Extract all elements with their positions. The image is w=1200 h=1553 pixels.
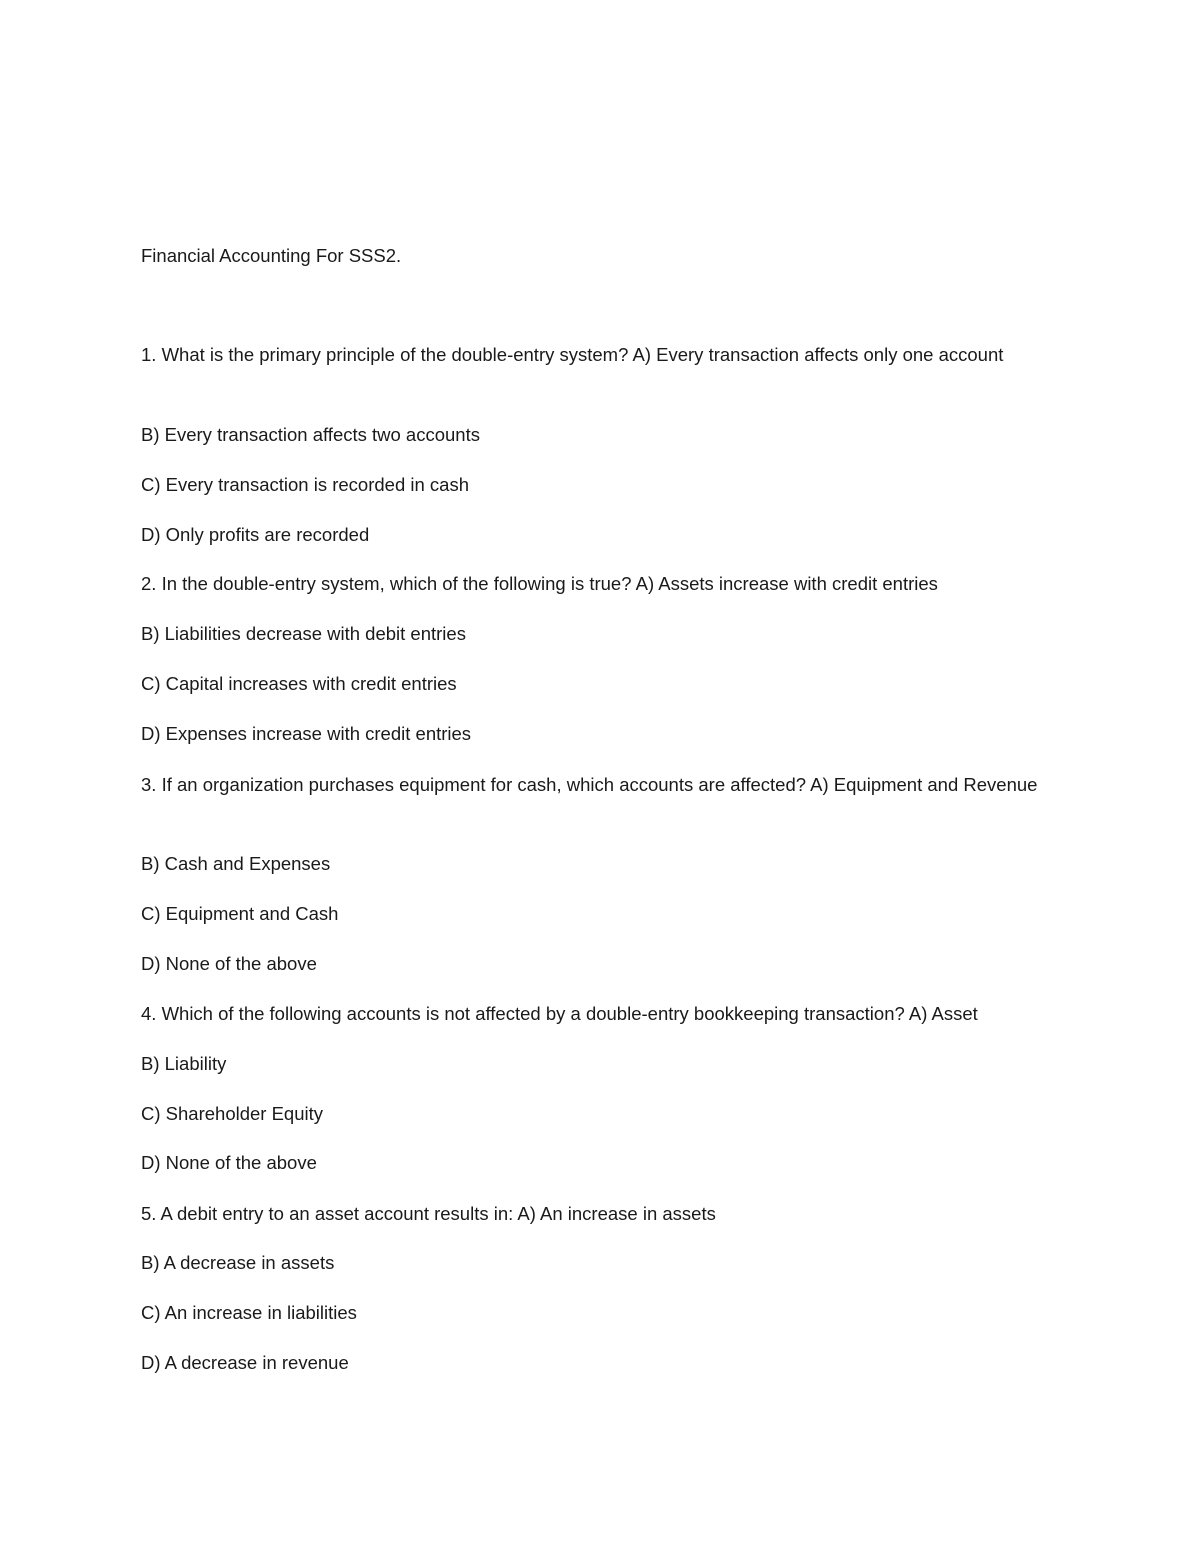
- question-1: 1. What is the primary principle of the double-entry system? A) Every transaction affects only one account: [141, 344, 1004, 365]
- question-3-option-b: B) Cash and Expenses: [141, 853, 331, 874]
- question-2-option-b: B) Liabilities decrease with debit entries: [141, 623, 466, 644]
- question-1-option-c: C) Every transaction is recorded in cash: [141, 474, 469, 495]
- question-3-option-d: D) None of the above: [141, 953, 317, 974]
- question-4-option-b: B) Liability: [141, 1053, 227, 1074]
- question-4-option-c: C) Shareholder Equity: [141, 1103, 324, 1124]
- question-4-option-d: D) None of the above: [141, 1152, 317, 1173]
- question-5: 5. A debit entry to an asset account results in: A) An increase in assets: [141, 1203, 716, 1224]
- question-1-option-d: D) Only profits are recorded: [141, 524, 370, 545]
- question-5-option-c: C) An increase in liabilities: [141, 1302, 357, 1323]
- question-5-option-d: D) A decrease in revenue: [141, 1352, 349, 1373]
- question-3-option-c: C) Equipment and Cash: [141, 903, 339, 924]
- question-5-option-b: B) A decrease in assets: [141, 1252, 335, 1273]
- question-4: 4. Which of the following accounts is not affected by a double-entry bookkeeping transaction? A) Asset: [141, 1003, 978, 1024]
- question-2-option-c: C) Capital increases with credit entries: [141, 673, 457, 694]
- question-3: 3. If an organization purchases equipment for cash, which accounts are affected? A) Equipment and Revenue: [141, 774, 1038, 795]
- question-1-option-b: B) Every transaction affects two accounts: [141, 424, 480, 445]
- document-title: Financial Accounting For SSS2.: [141, 245, 402, 266]
- question-2: 2. In the double-entry system, which of the following is true? A) Assets increase with credit entries: [141, 573, 938, 594]
- question-2-option-d: D) Expenses increase with credit entries: [141, 723, 472, 744]
